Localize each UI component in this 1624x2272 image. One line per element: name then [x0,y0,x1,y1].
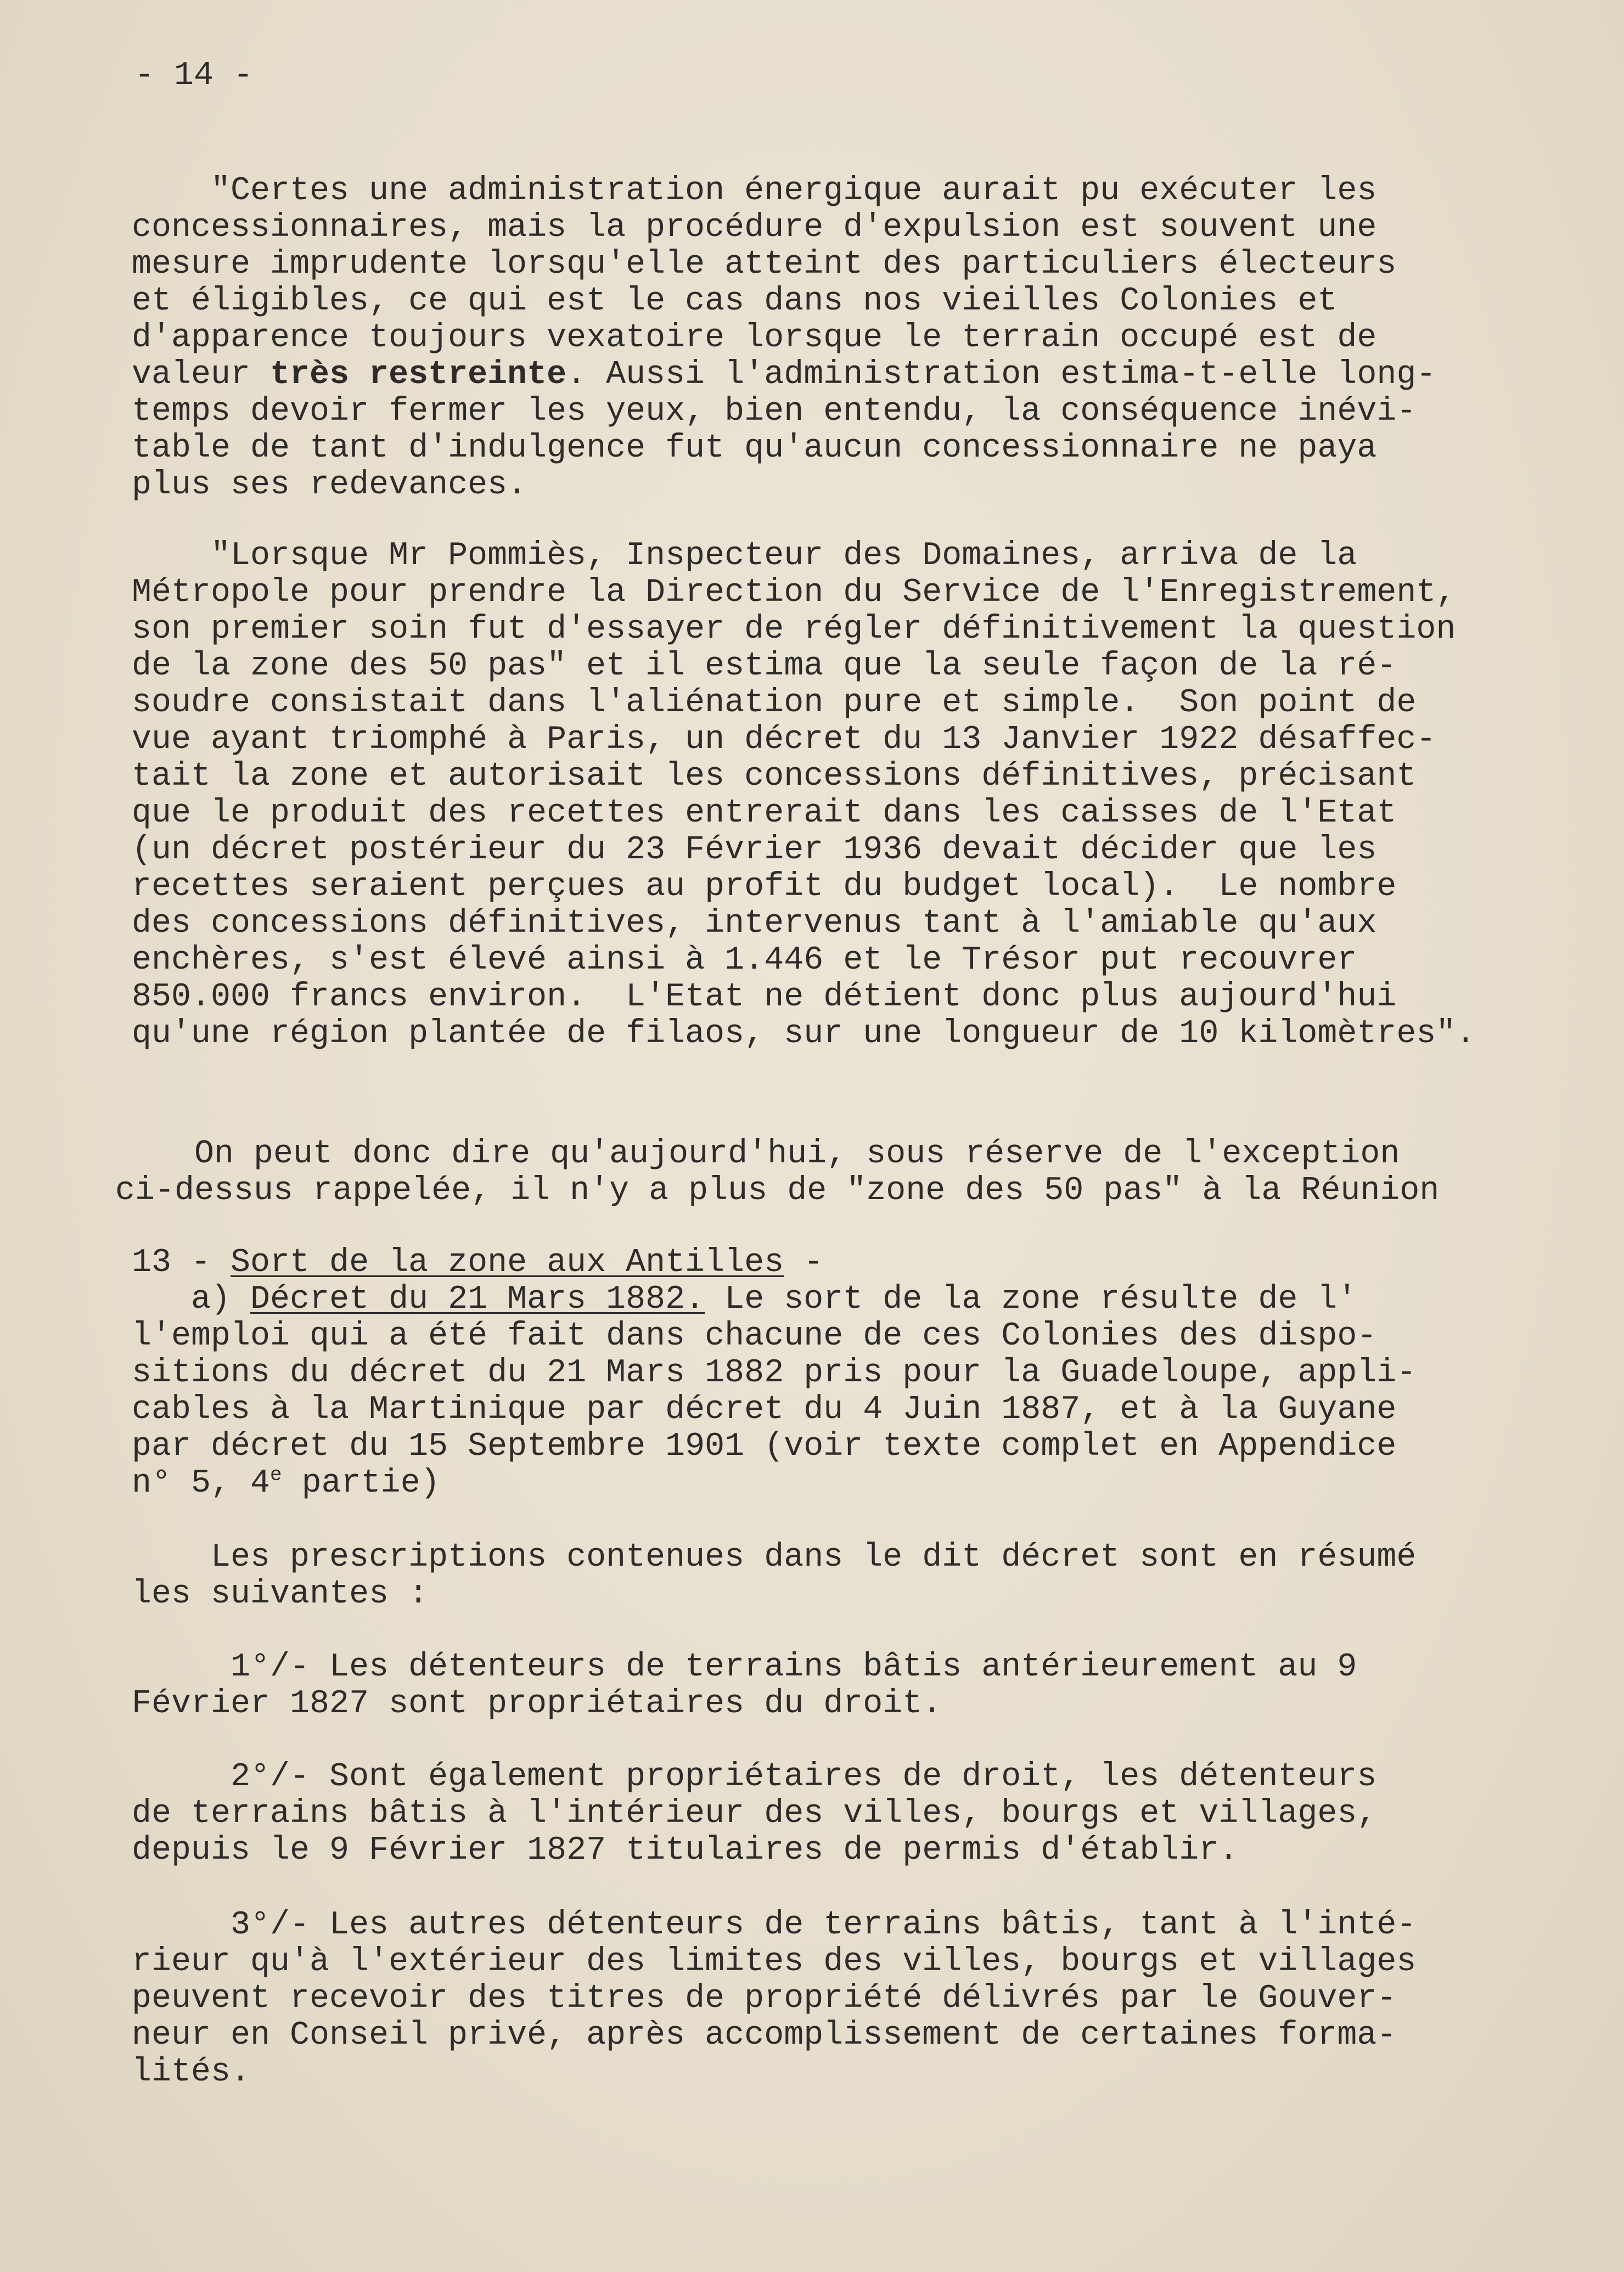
text-line: 1°/- Les détenteurs de terrains bâtis antérieurement au 9 [132,1649,1357,1686]
superscript: e [270,1464,282,1486]
text-line: mesure imprudente lorsqu'elle atteint des particuliers électeurs [132,246,1397,283]
text-line: l'emploi qui a été fait dans chacune de ces Colonies des dispo- [132,1318,1377,1355]
subsection-label: a) [132,1281,251,1318]
text-line: depuis le 9 Février 1827 titulaires de permis d'établir. [132,1832,1239,1869]
text-run: partie) [282,1465,440,1502]
text-line: "Lorsque Mr Pommiès, Inspecteur des Domaines, arriva de la [132,537,1357,575]
paragraph-concessionnaires [132,173,1436,504]
text-line: concessionnaires, mais la procédure d'expulsion est souvent une [132,209,1377,246]
text-line: recettes seraient perçues au profit du budget local). Le nombre [132,868,1397,906]
text-run: valeur [132,356,271,393]
section-number: 13 - [132,1244,231,1281]
text-line: plus ses redevances. [132,466,527,504]
text-line: des concessions définitives, intervenus tant à l'amiable qu'aux [132,905,1377,942]
subsection-title: Décret du 21 Mars 1882. [250,1281,705,1318]
text-line: Les prescriptions contenues dans le dit décret sont en résumé [132,1539,1417,1576]
text-line: neur en Conseil privé, après accomplissement de certaines forma- [132,2017,1397,2054]
text-line: les suivantes : [132,1576,429,1613]
text-line: 3°/- Les autres détenteurs de terrains bâtis, tant à l'inté- [132,1907,1417,1944]
bold-text: très restreinte [270,356,567,393]
text-run: . Aussi l'administration estima-t-elle long- [566,356,1436,393]
text-line: 2°/- Sont également propriétaires de droit, les détenteurs [132,1758,1377,1796]
text-line: qu'une région plantée de filaos, sur une longueur de 10 kilomètres". [132,1015,1476,1053]
text-line: "Certes une administration énergique aurait pu exécuter les [132,172,1377,210]
text-line: sitions du décret du 21 Mars 1882 pris pour la Guadeloupe, appli- [132,1354,1417,1392]
section-13-heading [132,1245,823,1281]
text-line: que le produit des recettes entrerait dans les caisses de l'Etat [132,795,1397,832]
text-line [132,357,1436,393]
text-line: de terrains bâtis à l'intérieur des villes, bourgs et villages, [132,1795,1377,1832]
text-line: On peut donc dire qu'aujourd'hui, sous réserve de l'exception [115,1135,1400,1173]
page-number: - 14 - [134,57,254,94]
text-line: soudre consistait dans l'aliénation pure et simple. Son point de [132,684,1417,722]
paragraph-pommies [132,538,1475,1053]
text-run: - [784,1244,824,1281]
text-line: table de tant d'indulgence fut qu'aucun concessionnaire ne paya [132,430,1377,467]
text-line: Février 1827 sont propriétaires du droit. [132,1685,942,1723]
list-item-2 [132,1759,1376,1869]
list-item-1 [132,1649,1357,1723]
text-line [132,1281,1416,1318]
subsection-decret-1882 [132,1281,1416,1502]
text-line: et éligibles, ce qui est le cas dans nos vieilles Colonies et [132,283,1338,320]
text-line: par décret du 15 Septembre 1901 (voir texte complet en Appendice [132,1428,1397,1465]
text-line: ci-dessus rappelée, il n'y a plus de "zone des 50 pas" à la Réunion [115,1172,1440,1210]
text-line: cables à la Martinique par décret du 4 Juin 1887, et à la Guyane [132,1391,1397,1429]
text-line: (un décret postérieur du 23 Février 1936 devait décider que les [132,831,1377,869]
text-run: n° 5, 4 [132,1465,271,1502]
text-line: d'apparence toujours vexatoire lorsque le terrain occupé est de [132,319,1377,357]
text-line [132,1465,1416,1502]
text-line [132,1245,823,1281]
paragraph-conclusion-reunion [115,1136,1439,1210]
text-line: rieur qu'à l'extérieur des limites des villes, bourgs et villages [132,1943,1417,1981]
text-line: temps devoir fermer les yeux, bien entendu, la conséquence inévi- [132,393,1417,430]
list-item-3 [132,1907,1416,2091]
text-line: de la zone des 50 pas" et il estima que la seule façon de la ré- [132,648,1397,685]
paragraph-prescriptions [132,1539,1416,1613]
text-line: son premier soin fut d'essayer de régler définitivement la question [132,611,1456,648]
text-run: Le sort de la zone résulte de l' [705,1281,1357,1318]
text-line: 850.000 francs environ. L'Etat ne détient donc plus aujourd'hui [132,978,1397,1016]
text-line: Métropole pour prendre la Direction du Service de l'Enregistrement, [132,574,1456,611]
text-line: enchères, s'est élevé ainsi à 1.446 et le Trésor put recouvrer [132,942,1357,979]
section-title: Sort de la zone aux Antilles [231,1244,784,1281]
text-line: lités. [132,2054,251,2091]
text-line: vue ayant triomphé à Paris, un décret du 13 Janvier 1922 désaffec- [132,721,1436,758]
text-line: peuvent recevoir des titres de propriété délivrés par le Gouver- [132,1980,1397,2017]
text-line: tait la zone et autorisait les concessions définitives, précisant [132,758,1417,795]
